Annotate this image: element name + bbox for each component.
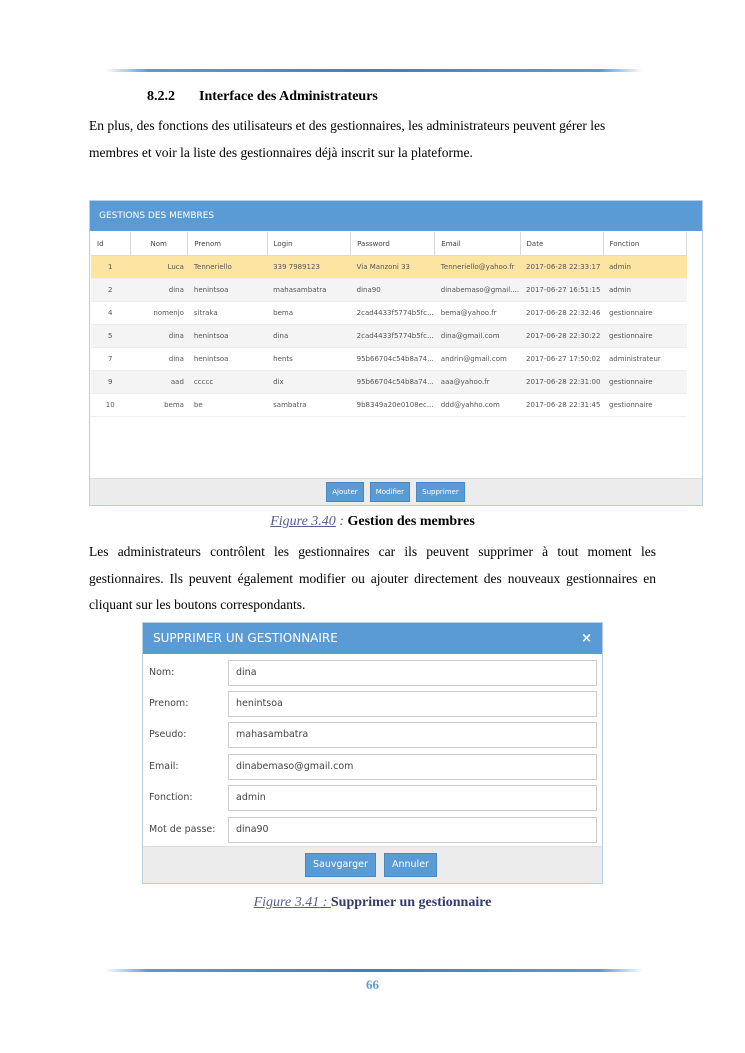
fonction-field[interactable]: admin (228, 785, 597, 811)
form-row-pseudo (143, 722, 602, 748)
cell-date: 2017-06-28 22:32:46 (520, 302, 603, 325)
figure-label: Figure 3.40 (270, 514, 336, 529)
cell-password: Via Manzoni 33 (351, 256, 435, 279)
cell-id: 2 (91, 279, 130, 302)
dialog-footer (143, 846, 602, 883)
members-table (91, 232, 687, 417)
field-label: Email: (149, 761, 179, 772)
members-panel-footer (90, 478, 702, 505)
cell-password: dina90 (351, 279, 435, 302)
cell-prenom: henintsoa (188, 279, 267, 302)
field-label: Fonction: (149, 792, 193, 803)
section-heading (147, 89, 378, 105)
cell-prenom: Tenneriello (188, 256, 267, 279)
cell-prenom: henintsoa (188, 325, 267, 348)
cell-nom: dina (130, 348, 187, 371)
cell-nom: dina (130, 325, 187, 348)
cell-email: dinabemaso@gmail.... (435, 279, 520, 302)
cell-password: 95b66704c54b8a74... (351, 371, 435, 394)
form-row-email (143, 754, 602, 780)
table-row[interactable] (91, 325, 687, 348)
cell-date: 2017-06-27 16:51:15 (520, 279, 603, 302)
form-row-fonction (143, 785, 602, 811)
cell-email: bema@yahoo.fr (435, 302, 520, 325)
table-row[interactable] (91, 302, 687, 325)
cell-password: 2cad4433f5774b5fc... (351, 302, 435, 325)
delete-button[interactable]: Supprimer (416, 482, 465, 502)
cell-email: ddd@yahho.com (435, 394, 520, 417)
dialog-title: SUPPRIMER UN GESTIONNAIRE (153, 631, 338, 645)
cell-fonction: gestionnaire (603, 394, 687, 417)
cell-id: 4 (91, 302, 130, 325)
cell-email: aaa@yahoo.fr (435, 371, 520, 394)
column-header-login[interactable]: Login (267, 232, 350, 256)
form-row-password (143, 817, 602, 843)
pseudo-field[interactable]: mahasambatra (228, 722, 597, 748)
table-row[interactable] (91, 394, 687, 417)
cell-login: dina (267, 325, 350, 348)
table-row[interactable] (91, 348, 687, 371)
caption-separator: : (335, 514, 348, 529)
column-header-fonction[interactable]: Fonction (603, 232, 687, 256)
save-button[interactable]: Sauvgarger (305, 853, 376, 877)
cell-email: Tenneriello@yahoo.fr (435, 256, 520, 279)
cell-id: 7 (91, 348, 130, 371)
cell-nom: nomenjo (130, 302, 187, 325)
dialog-header (143, 623, 602, 654)
field-label: Mot de passe: (149, 824, 216, 835)
figure-label: Figure 3.41 (253, 895, 320, 910)
cell-login: dix (267, 371, 350, 394)
section-number: 8.2.2 (147, 89, 175, 104)
body-paragraph: Les administrateurs contrôlent les gestionnaires car ils peuvent supprimer à tout moment les gestionnaires. Ils peuvent également modifier ou ajouter directement des nouveaux gestionnaires en cliquant sur les boutons correspondants. (89, 544, 656, 612)
column-header-prenom[interactable]: Prenom (188, 232, 267, 256)
page-number: 66 (366, 977, 379, 992)
cell-prenom: sitraka (188, 302, 267, 325)
delete-manager-dialog (142, 622, 603, 884)
header-rule (105, 69, 643, 72)
cell-email: andrin@gmail.com (435, 348, 520, 371)
members-panel (89, 200, 703, 506)
cell-prenom: henintsoa (188, 348, 267, 371)
add-button[interactable]: Ajouter (326, 482, 363, 502)
cell-password: 2cad4433f5774b5fc... (351, 325, 435, 348)
column-header-nom[interactable]: Nom (130, 232, 187, 256)
column-header-email[interactable]: Email (435, 232, 520, 256)
cell-login: 339 7989123 (267, 256, 350, 279)
caption-separator: : (319, 895, 331, 910)
cell-password: 9b8349a20e0108ec... (351, 394, 435, 417)
table-row[interactable] (91, 371, 687, 394)
cell-login: bema (267, 302, 350, 325)
intro-paragraph: En plus, des fonctions des utilisateurs et des gestionnaires, les administrateurs peuvent gérer les membres et voir la liste des gestionnaires déjà inscrit sur la plateforme. (89, 118, 606, 160)
cell-date: 2017-06-27 17:50:02 (520, 348, 603, 371)
cancel-button[interactable]: Annuler (384, 853, 437, 877)
cell-fonction: admin (603, 279, 687, 302)
nom-field[interactable]: dina (228, 660, 597, 686)
cell-id: 10 (91, 394, 130, 417)
close-icon[interactable]: × (581, 631, 592, 646)
table-row[interactable] (91, 256, 687, 279)
table-row[interactable] (91, 279, 687, 302)
cell-login: hents (267, 348, 350, 371)
figure-caption-3-40 (0, 514, 745, 530)
cell-prenom: ccccc (188, 371, 267, 394)
cell-fonction: admin (603, 256, 687, 279)
table-header-row (91, 232, 687, 256)
figure-caption-3-41 (0, 895, 745, 911)
cell-nom: Luca (130, 256, 187, 279)
footer-rule (105, 969, 643, 972)
cell-id: 9 (91, 371, 130, 394)
caption-title: Supprimer un gestionnaire (330, 895, 492, 910)
section-title: Interface des Administrateurs (199, 89, 378, 104)
edit-button[interactable]: Modifier (370, 482, 410, 502)
cell-id: 5 (91, 325, 130, 348)
password-field[interactable]: dina90 (228, 817, 597, 843)
cell-date: 2017-06-28 22:31:45 (520, 394, 603, 417)
form-row-prenom (143, 691, 602, 717)
cell-id: 1 (91, 256, 130, 279)
cell-email: dina@gmail.com (435, 325, 520, 348)
prenom-field[interactable]: henintsoa (228, 691, 597, 717)
cell-nom: aad (130, 371, 187, 394)
cell-date: 2017-06-28 22:33:17 (520, 256, 603, 279)
column-header-password[interactable]: Password (351, 232, 435, 256)
cell-nom: dina (130, 279, 187, 302)
column-header-date[interactable]: Date (520, 232, 603, 256)
cell-date: 2017-06-28 22:31:00 (520, 371, 603, 394)
field-label: Prenom: (149, 698, 189, 709)
caption-title: Gestion des membres (347, 514, 475, 529)
field-label: Nom: (149, 667, 175, 678)
members-panel-title: GESTIONS DES MEMBRES (90, 201, 702, 231)
cell-date: 2017-06-28 22:30:22 (520, 325, 603, 348)
cell-fonction: gestionnaire (603, 371, 687, 394)
cell-fonction: administrateur (603, 348, 687, 371)
email-field[interactable]: dinabemaso@gmail.com (228, 754, 597, 780)
form-row-nom (143, 660, 602, 686)
cell-nom: bema (130, 394, 187, 417)
cell-fonction: gestionnaire (603, 325, 687, 348)
cell-prenom: be (188, 394, 267, 417)
field-label: Pseudo: (149, 729, 187, 740)
cell-password: 95b66704c54b8a74... (351, 348, 435, 371)
cell-login: sambatra (267, 394, 350, 417)
cell-fonction: gestionnaire (603, 302, 687, 325)
column-header-id[interactable]: Id (91, 232, 130, 256)
cell-login: mahasambatra (267, 279, 350, 302)
